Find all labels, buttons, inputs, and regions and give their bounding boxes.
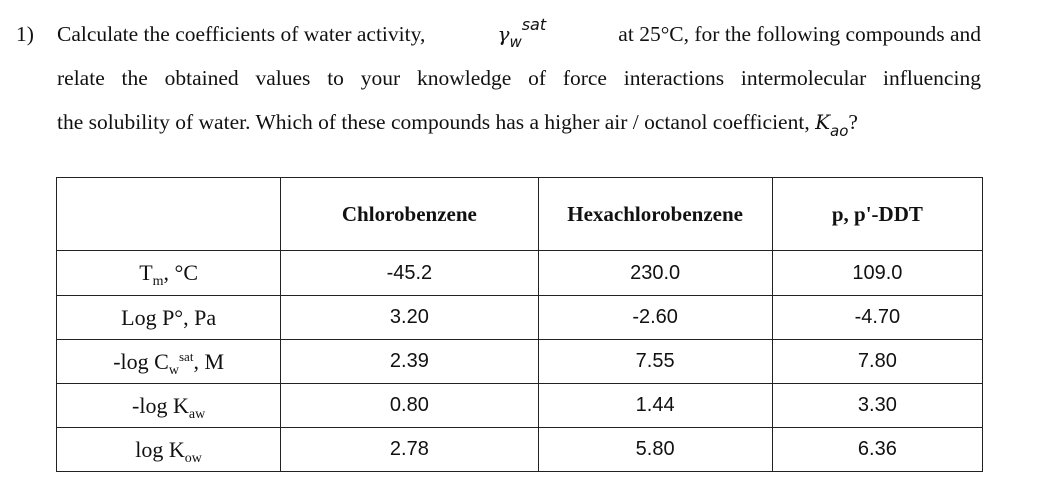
log-solubility-row xyxy=(57,340,983,384)
row-label xyxy=(57,428,281,472)
log-kaw-row xyxy=(57,384,983,428)
question-line-1-tail: at 25°C, for the following compounds and xyxy=(618,22,981,46)
row-label-subscript: m xyxy=(152,274,164,289)
gamma-superscript: sat xyxy=(521,15,547,34)
question-line-3-lead: the solubility of water. Which of these compounds has a higher air / octanol coefficient, xyxy=(57,110,810,134)
chlorobenzene-value: 0.80 xyxy=(281,384,538,428)
row-label-subscript: w xyxy=(168,362,179,378)
hexachlorobenzene-value: 1.44 xyxy=(538,384,772,428)
row-label-main: -log K xyxy=(132,392,189,418)
hexachlorobenzene-value: 5.80 xyxy=(538,428,772,472)
hexachlorobenzene-value: -2.60 xyxy=(538,296,772,340)
table-body xyxy=(57,251,983,472)
question-line-2-word: intermolecular xyxy=(740,66,867,90)
question-line-2 xyxy=(57,62,981,94)
question-line-2-word: values xyxy=(255,66,311,90)
properties-table xyxy=(56,177,983,472)
row-label-main: Log P°, Pa xyxy=(121,304,217,330)
row-label-subscript: ow xyxy=(184,450,202,466)
question-line-2-word: relate xyxy=(57,66,105,90)
chlorobenzene-value: 2.78 xyxy=(281,428,538,472)
header-cell-empty xyxy=(57,178,281,251)
question-line-2-word: obtained xyxy=(164,66,239,90)
melting-point-row xyxy=(57,251,983,296)
question-line-3-tail: ? xyxy=(848,110,858,134)
row-label-superscript: sat xyxy=(178,348,194,364)
question-line-2-word: of xyxy=(528,66,547,90)
ddt-value: 7.80 xyxy=(772,340,982,384)
question-line-2-word: influencing xyxy=(883,66,981,90)
log-vapor-pressure-row xyxy=(57,296,983,340)
question-line-3 xyxy=(57,106,858,140)
question-line-2-word: your xyxy=(360,66,401,90)
row-label-subscript: aw xyxy=(188,406,206,422)
question-line-2-word: force xyxy=(562,66,607,90)
question-line-2-word: to xyxy=(327,66,344,90)
row-label xyxy=(57,384,281,428)
row-label xyxy=(57,251,281,296)
ddt-value: -4.70 xyxy=(772,296,982,340)
header-cell-hexachlorobenzene: Hexachlorobenzene xyxy=(538,178,772,251)
gamma-symbol-group xyxy=(497,15,547,52)
header-cell-ddt: p, p'-DDT xyxy=(772,178,982,251)
row-label-tail: , °C xyxy=(163,260,199,285)
k-subscript: ao xyxy=(830,122,849,140)
question-line-1-lead: Calculate the coefficients of water activity, xyxy=(57,22,426,46)
gamma-subscript: w xyxy=(509,33,522,51)
k-symbol: K xyxy=(815,110,831,134)
table-header-row xyxy=(57,178,983,251)
gamma-symbol: γ xyxy=(497,22,510,46)
question-line-2-word: interactions xyxy=(623,66,725,90)
question-line-1 xyxy=(57,15,981,52)
row-label xyxy=(57,340,281,384)
ddt-value: 3.30 xyxy=(772,384,982,428)
chlorobenzene-value: 2.39 xyxy=(281,340,538,384)
chlorobenzene-value: -45.2 xyxy=(281,251,538,296)
question-number: 1) xyxy=(16,22,34,46)
row-label-main: log K xyxy=(135,436,185,462)
question-block xyxy=(0,0,1037,160)
ddt-value: 6.36 xyxy=(772,428,982,472)
question-line-2-word: the xyxy=(121,66,148,90)
hexachlorobenzene-value: 230.0 xyxy=(538,251,772,296)
chlorobenzene-value: 3.20 xyxy=(281,296,538,340)
hexachlorobenzene-value: 7.55 xyxy=(538,340,772,384)
question-line-2-word: knowledge xyxy=(416,66,512,90)
row-label-main: -log C xyxy=(113,348,169,374)
ddt-value: 109.0 xyxy=(772,251,982,296)
log-kow-row xyxy=(57,428,983,472)
row-label-tail: , M xyxy=(193,348,224,374)
row-label-main: T xyxy=(139,260,153,285)
header-cell-chlorobenzene: Chlorobenzene xyxy=(281,178,538,251)
row-label xyxy=(57,296,281,340)
